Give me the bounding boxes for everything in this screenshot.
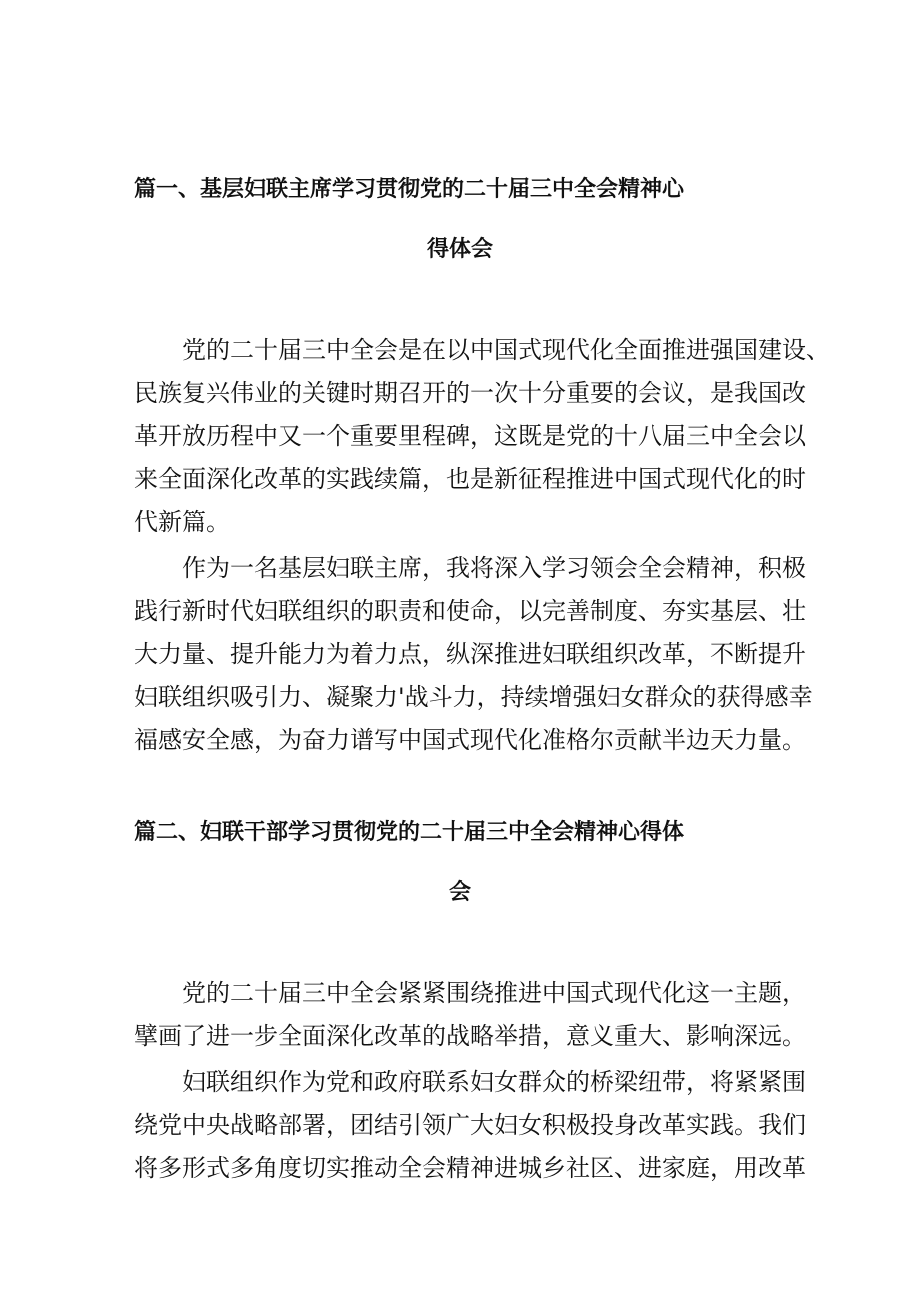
paragraph-line: 党的二十届三中全会是在以中国式现代化全面推进强国建设、 xyxy=(182,336,830,364)
paragraph-line: 妇联组织作为党和政府联系妇女群众的桥梁纽带，将紧紧围 xyxy=(182,1068,806,1096)
section-2-heading-cont: 会 xyxy=(448,880,471,905)
paragraph-line: 作为一名基层妇联主席，我将深入学习领会全会精神，积极 xyxy=(182,554,806,582)
paragraph-line: 绕党中央战略部署，团结引领广大妇女积极投身改革实践。我们 xyxy=(134,1111,806,1139)
paragraph-line: 大力量、提升能力为着力点，纵深推进妇联组织改革，不断提升 xyxy=(134,640,806,668)
paragraph-line: 来全面深化改革的实践续篇，也是新征程推进中国式现代化的时 xyxy=(134,465,806,493)
section-1-heading-cont: 得体会 xyxy=(426,237,493,262)
paragraph-line: 革开放历程中又一个重要里程碑，这既是党的十八届三中全会以 xyxy=(134,422,806,450)
paragraph-line: 将多形式多角度切实推动全会精神进城乡社区、进家庭，用改革 xyxy=(134,1154,806,1182)
paragraph-line: 代新篇。 xyxy=(134,508,230,536)
section-1-heading: 篇一、基层妇联主席学习贯彻党的二十届三中全会精神心 xyxy=(134,177,685,202)
section-2-heading: 篇二、妇联干部学习贯彻党的二十届三中全会精神心得体 xyxy=(134,820,685,845)
paragraph-line: 擘画了进一步全面深化改革的战略举措，意义重大、影响深远。 xyxy=(134,1022,806,1050)
paragraph-line: 党的二十届三中全会紧紧围绕推进中国式现代化这一主题， xyxy=(182,979,806,1007)
paragraph-line: 妇联组织吸引力、凝聚力'战斗力，持续增强妇女群众的获得感幸 xyxy=(134,683,813,711)
paragraph-line: 福感安全感，为奋力谱写中国式现代化准格尔贡献半边天力量。 xyxy=(134,726,806,754)
paragraph-line: 践行新时代妇联组织的职责和使命，以完善制度、夯实基层、壮 xyxy=(134,597,806,625)
paragraph-line: 民族复兴伟业的关键时期召开的一次十分重要的会议，是我国改 xyxy=(134,379,806,407)
